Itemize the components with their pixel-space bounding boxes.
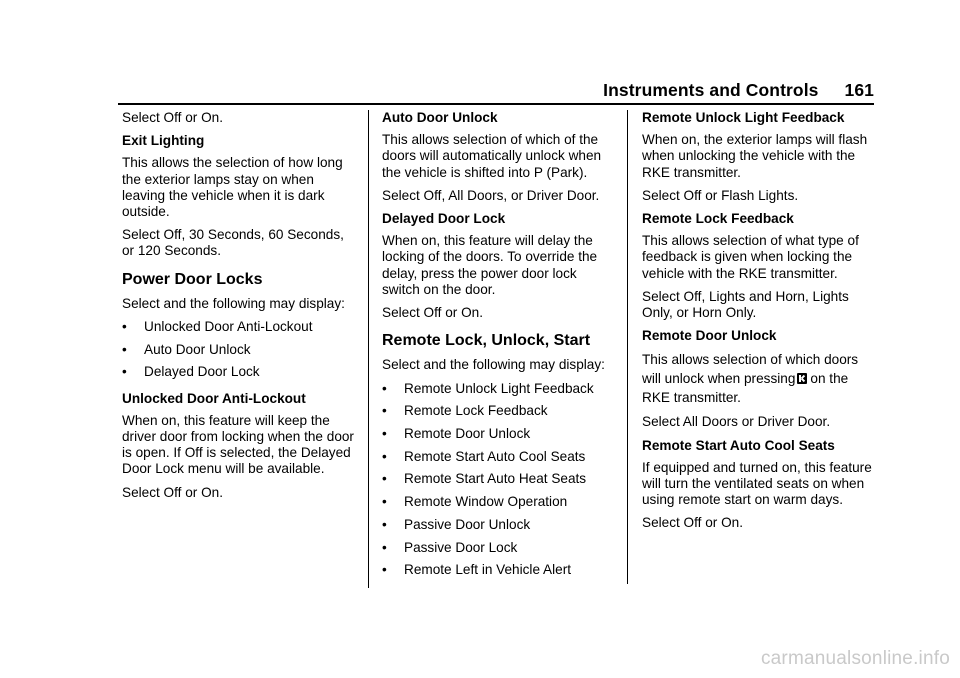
unlock-key-icon	[796, 371, 808, 385]
heading-remote-lock-unlock-start: Remote Lock, Unlock, Start	[382, 332, 591, 350]
paragraph: This allows selection of which of the doors will automatically unlock when the vehicle is shifted into P (Park).	[382, 132, 602, 180]
bullet: •	[382, 562, 387, 578]
paragraph: Select Off, All Doors, or Driver Door.	[382, 187, 600, 203]
section-title: Instruments and Controls	[603, 80, 819, 100]
bullet: •	[122, 341, 127, 357]
page-number: 161	[844, 80, 874, 100]
page-header	[603, 80, 874, 101]
column-3	[642, 110, 878, 539]
column-divider-2	[627, 110, 628, 584]
paragraph: Select Off or Flash Lights.	[642, 187, 799, 203]
paragraph	[642, 350, 878, 407]
list-item-label: Remote Unlock Light Feedback	[404, 380, 594, 396]
list-item-label: Remote Door Unlock	[404, 426, 531, 442]
bullet-list	[382, 381, 618, 579]
list-item	[122, 364, 358, 380]
subheading-remote-start-auto-cool-seats: Remote Start Auto Cool Seats	[642, 437, 835, 453]
subheading-exit-lighting: Exit Lighting	[122, 133, 205, 149]
bullet: •	[122, 364, 127, 380]
list-item-label: Remote Left in Vehicle Alert	[404, 562, 571, 578]
list-item	[382, 494, 618, 510]
subheading-remote-unlock-light-feedback: Remote Unlock Light Feedback	[642, 110, 845, 125]
paragraph: This allows selection of what type of feedback is given when locking the vehicle with the RKE transmitter.	[642, 233, 859, 281]
paragraph: If equipped and turned on, this feature will turn the ventilated seats on when using remote start on warm days.	[642, 459, 872, 508]
bullet: •	[382, 448, 387, 464]
list-item	[382, 426, 618, 442]
header-rule	[118, 103, 874, 105]
list-item-label: Remote Start Auto Heat Seats	[404, 471, 587, 487]
bullet: •	[382, 539, 387, 555]
subheading-remote-door-unlock: Remote Door Unlock	[642, 328, 777, 344]
column-divider-1	[368, 110, 369, 588]
paragraph: When on, this feature will delay the locking of the doors. To override the delay, press the power door lock switch on the door.	[382, 233, 598, 297]
paragraph: Select All Doors or Driver Door.	[642, 414, 831, 430]
watermark: carmanualsonline.info	[760, 648, 950, 669]
paragraph: When on, the exterior lamps will flash when unlocking the vehicle with the RKE transmitter.	[642, 132, 868, 180]
bullet: •	[122, 319, 127, 335]
paragraph: Select and the following may display:	[382, 357, 605, 373]
paragraph: Select Off, 30 Seconds, 60 Seconds, or 120 Seconds.	[122, 227, 344, 259]
paragraph-text: on the RKE transmitter.	[642, 371, 849, 406]
paragraph: Select Off or On.	[122, 484, 223, 500]
list-item-label: Delayed Door Lock	[144, 364, 260, 380]
list-item	[122, 342, 358, 358]
list-item-label: Remote Start Auto Cool Seats	[404, 448, 586, 464]
list-item	[382, 471, 618, 487]
paragraph: Select and the following may display:	[122, 295, 345, 311]
column-1	[122, 110, 358, 508]
list-item	[382, 562, 618, 578]
list-item-label: Passive Door Lock	[404, 539, 518, 555]
list-item	[382, 381, 618, 397]
bullet: •	[382, 494, 387, 510]
heading-power-door-locks: Power Door Locks	[122, 270, 263, 288]
bullet: •	[382, 426, 387, 442]
list-item	[382, 449, 618, 465]
paragraph-text: This allows selection of which doors will unlock when pressing	[642, 352, 859, 387]
subheading-remote-lock-feedback: Remote Lock Feedback	[642, 211, 794, 227]
subheading-delayed-door-lock: Delayed Door Lock	[382, 211, 506, 227]
paragraph: When on, this feature will keep the driver door from locking when the door is open. If Off is selected, the Delayed Door Lock menu will be available.	[122, 412, 354, 477]
paragraph: Select Off or On.	[122, 110, 223, 125]
subheading-unlocked-door-anti-lockout: Unlocked Door Anti-Lockout	[122, 390, 306, 406]
list-item-label: Passive Door Unlock	[404, 516, 531, 532]
paragraph: Select Off or On.	[642, 515, 743, 531]
bullet: •	[382, 516, 387, 532]
list-item	[122, 319, 358, 335]
bullet: •	[382, 471, 387, 487]
bullet: •	[382, 380, 387, 396]
column-2	[382, 110, 618, 585]
bullet: •	[382, 403, 387, 419]
list-item-label: Unlocked Door Anti-Lockout	[144, 319, 313, 335]
paragraph: Select Off or On.	[382, 305, 483, 321]
list-item	[382, 517, 618, 533]
list-item-label: Remote Window Operation	[404, 494, 568, 510]
list-item	[382, 540, 618, 556]
list-item-label: Remote Lock Feedback	[404, 403, 548, 419]
paragraph: Select Off, Lights and Horn, Lights Only, or Horn Only.	[642, 288, 849, 321]
bullet-list	[122, 319, 358, 381]
list-item	[382, 403, 618, 419]
list-item-label: Auto Door Unlock	[144, 341, 251, 357]
subheading-auto-door-unlock: Auto Door Unlock	[382, 110, 498, 125]
paragraph: This allows the selection of how long the exterior lamps stay on when leaving the vehicle when it is dark outside.	[122, 155, 343, 220]
